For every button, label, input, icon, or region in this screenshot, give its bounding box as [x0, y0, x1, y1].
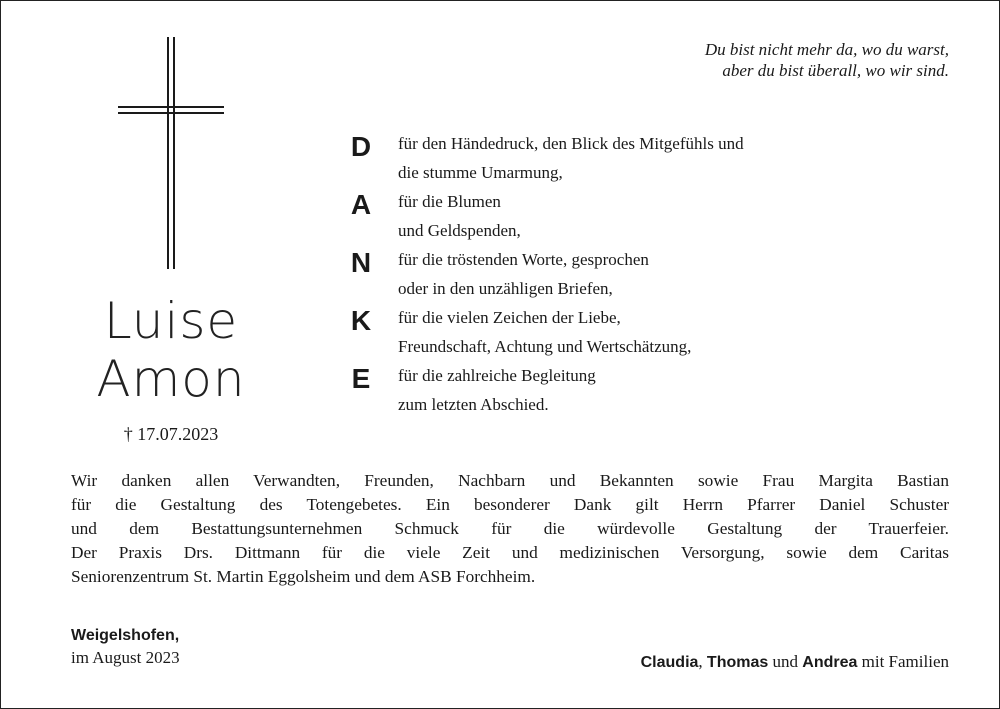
- danke-text: [398, 129, 744, 419]
- danke-letter: N: [350, 247, 372, 278]
- danke-line: und Geldspenden,: [398, 221, 521, 240]
- quote-line: aber du bist überall, wo wir sind.: [722, 61, 949, 80]
- deceased-last-name: Amon: [96, 350, 246, 408]
- place-date-text: im August 2023: [71, 648, 180, 667]
- place-date: [71, 625, 180, 669]
- thanks-paragraph: [71, 469, 949, 589]
- danke-line: für die zahlreiche Begleitung: [398, 366, 596, 385]
- danke-letter: D: [350, 131, 372, 162]
- danke-line: für die Blumen: [398, 192, 501, 211]
- danke-line: oder in den unzähligen Briefen,: [398, 279, 613, 298]
- cross-icon: [116, 37, 226, 269]
- quote-line: Du bist nicht mehr da, wo du warst,: [704, 40, 949, 59]
- signature-suffix: mit Familien: [857, 652, 949, 671]
- danke-line: für die vielen Zeichen der Liebe,: [398, 308, 621, 327]
- death-date: † 17.07.2023: [123, 424, 219, 444]
- danke-line: zum letzten Abschied.: [398, 395, 549, 414]
- danke-line: die stumme Umarmung,: [398, 163, 563, 182]
- signer-name: Claudia: [640, 654, 699, 671]
- danke-letter: A: [350, 189, 372, 220]
- danke-line: Freundschaft, Achtung und Wertschätzung,: [398, 337, 692, 356]
- danke-letter: E: [351, 363, 371, 394]
- danke-letters: [341, 129, 381, 419]
- paragraph-line: Seniorenzentrum St. Martin Eggolsheim und dem ASB Forchheim.: [71, 567, 536, 586]
- paragraph-line: Der Praxis Drs. Dittmann für die viele Zeit und medizinischen Versorgung, sowie dem Caritas: [71, 543, 949, 562]
- paragraph-line: Wir danken allen Verwandten, Freunden, Nachbarn und Bekannten sowie Frau Margita Bastian: [71, 471, 949, 490]
- danke-letter: K: [350, 305, 372, 336]
- danke-line: für die tröstenden Worte, gesprochen: [398, 250, 649, 269]
- signature: [641, 651, 949, 674]
- signature-conjunction: und: [768, 652, 803, 671]
- signer-name: Thomas: [706, 654, 769, 671]
- danke-line: für den Händedruck, den Blick des Mitgefühls und: [398, 134, 744, 153]
- paragraph-line: und dem Bestattungsunternehmen Schmuck für die würdevolle Gestaltung der Trauerfeier.: [71, 519, 949, 538]
- signer-name: Andrea: [802, 654, 858, 671]
- memorial-quote: [705, 39, 949, 81]
- paragraph-line: für die Gestaltung des Totengebetes. Ein besonderer Dank gilt Herrn Pfarrer Daniel Schuster: [71, 495, 949, 514]
- place-city: Weigelshofen,: [71, 627, 180, 644]
- signature-separator: ,: [698, 652, 707, 671]
- deceased-first-name: Luise: [103, 292, 239, 350]
